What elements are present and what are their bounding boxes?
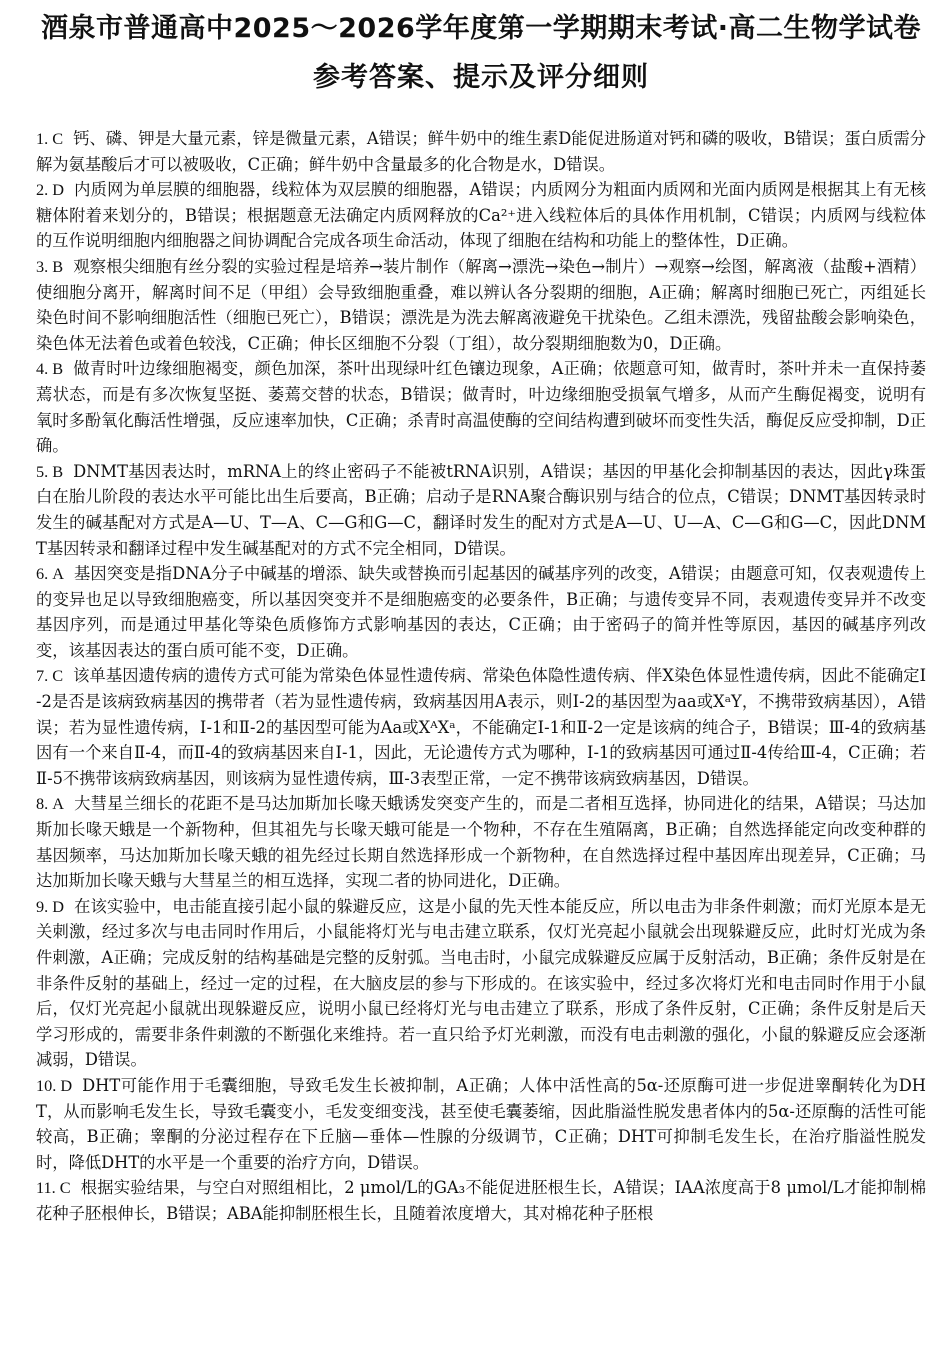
answer-item-2 [36, 177, 926, 254]
answer-key: D [52, 180, 64, 200]
answer-key: C [52, 129, 64, 148]
answer-item-9 [36, 894, 926, 1073]
answer-explanation: 做青时叶边缘细胞褐变，颜色加深，茶叶出现绿叶红色镶边现象，A正确；依题意可知，做青时，茶叶并未一直保持萎蔫状态，而是有多次恢复坚挺、萎蔫交替的状态，B错误；做青时，叶边缘细胞受损氧气增多，从而产生酶促褐变，说明有氧时多酚氧化酶活性增强，反应速率加快，C正确；杀青时高温使酶的空间结构遭到破坏而变性失活，酶促反应受抑制，D正确。 [36, 359, 926, 456]
answer-item-10 [36, 1073, 926, 1175]
answer-number: 8. [36, 794, 49, 814]
answer-item-3 [36, 254, 926, 356]
answer-item-8 [36, 791, 926, 893]
answer-number: 9. [36, 896, 49, 916]
answer-item-11 [36, 1175, 926, 1226]
answer-explanation: 根据实验结果，与空白对照组相比，2 μmol/L的GA₃不能促进胚根生长，A错误；IAA浓度高于8 μmol/L才能抑制棉花种子胚根伸长，B错误；ABA能抑制胚根生长，且随着浓度增大，其对棉花种子胚根 [36, 1178, 926, 1223]
document-subtitle: 参考答案、提示及评分细则 [313, 62, 649, 93]
answer-explanation: 该单基因遗传病的遗传方式可能为常染色体显性遗传病、常染色体隐性遗传病、伴X染色体显性遗传病，因此不能确定Ⅰ-2是否是该病致病基因的携带者（若为显性遗传病，致病基因用A表示，则Ⅰ-2的基因型为aa或XᵃY，不携带致病基因），A错误；若为显性遗传病，Ⅰ-1和Ⅱ-2的基因型可能为Aa或XᴬXᵃ，不能确定Ⅰ-1和Ⅱ-2一定是该病的纯合子，B错误；Ⅲ-4的致病基因有一个来自Ⅱ-4，而Ⅱ-4的致病基因来自Ⅰ-1，因此，无论遗传方式为哪种，Ⅰ-1的致病基因可通过Ⅱ-4传给Ⅲ-4，C正确；若Ⅱ-5不携带该病致病基因，则该病为显性遗传病，Ⅲ-3表型正常，一定不携带该病致病基因，D错误。 [36, 666, 926, 788]
answer-number: 11. [36, 1178, 56, 1198]
answer-number: 4. [36, 359, 49, 379]
answer-number: 1. [36, 129, 49, 148]
answer-item-5 [36, 459, 926, 561]
answer-explanation: DNMT基因表达时，mRNA上的终止密码子不能被tRNA识别，A错误；基因的甲基化会抑制基因的表达，因此γ珠蛋白在胎儿阶段的表达水平可能比出生后要高，B正确；启动子是RNA聚合酶识别与结合的位点，C错误；DNMT基因转录时发生的碱基配对方式是A—U、T—A、C—G和G—C，翻译时发生的配对方式是A—U、U—A、C—G和G—C，因此DNMT基因转录和翻译过程中发生碱基配对的方式不完全相同，D错误。 [36, 461, 926, 558]
answer-number: 2. [36, 180, 49, 200]
document-title: 酒泉市普通高中2025～2026学年度第一学期期末考试·高二生物学试卷 [40, 13, 922, 44]
answer-number: 7. [36, 666, 49, 686]
answer-key: A [52, 794, 64, 814]
answer-key: C [59, 1178, 71, 1198]
answer-key: A [52, 564, 64, 584]
answer-key: B [52, 256, 64, 276]
answer-number: 6. [36, 564, 49, 584]
answer-item-4 [36, 356, 926, 458]
answer-item-6 [36, 561, 926, 663]
answer-number: 3. [36, 256, 49, 276]
answer-explanation: 内质网为单层膜的细胞器，线粒体为双层膜的细胞器，A错误；内质网分为粗面内质网和光面内质网是根据其上有无核糖体附着来划分的，B错误；根据题意无法确定内质网释放的Ca²⁺进入线粒体后的具体作用机制，C错误；内质网与线粒体的互作说明细胞内细胞器之间协调配合完成各项生命活动，体现了细胞在结构和功能上的整体性，D正确。 [36, 180, 926, 251]
answer-number: 10. [36, 1075, 57, 1095]
answer-item-7 [36, 663, 926, 791]
answer-key: D [52, 896, 64, 916]
answer-key: B [52, 359, 64, 379]
answer-key: B [52, 461, 64, 481]
answer-explanation: 在该实验中，电击能直接引起小鼠的躲避反应，这是小鼠的先天性本能反应，所以电击为非条件刺激；而灯光原本是无关刺激，经过多次与电击同时作用后，小鼠能将灯光与电击建立联系，仅灯光亮起小鼠就会出现躲避反应，此时灯光成为条件刺激，A正确；完成反射的结构基础是完整的反射弧。当电击时，小鼠完成躲避反应属于反射活动，B正确；条件反射是在非条件反射的基础上，经过一定的过程，在大脑皮层的参与下形成的。在该实验中，经过多次将灯光和电击同时作用于小鼠后，仅灯光亮起小鼠就出现躲避反应，说明小鼠已经将灯光与电击建立了联系，形成了条件反射，C正确；条件反射是后天学习形成的，需要非条件刺激的不断强化来维持。若一直只给予灯光刺激，而没有电击刺激的强化，小鼠的躲避反应会逐渐减弱，D错误。 [36, 896, 926, 1070]
answer-explanation: 基因突变是指DNA分子中碱基的增添、缺失或替换而引起基因的碱基序列的改变，A错误；由题意可知，仅表观遗传上的变异也足以导致细胞癌变，所以基因突变并不是细胞癌变的必要条件，B正确；与遗传变异不同，表观遗传变异并不改变基因序列，而是通过甲基化等染色质修饰方式影响基因的表达，C正确；由于密码子的简并性等原因，基因的碱基序列改变，该基因表达的蛋白质可能不变，D正确。 [36, 564, 926, 660]
answer-number: 5. [36, 461, 49, 481]
answer-list [36, 126, 926, 1227]
answer-item-1 [36, 126, 926, 177]
answer-key: C [52, 666, 64, 686]
answer-explanation: 钙、磷、钾是大量元素，锌是微量元素，A错误；鲜牛奶中的维生素D能促进肠道对钙和磷的吸收，B错误；蛋白质需分解为氨基酸后才可以被吸收，C正确；鲜牛奶中含量最多的化合物是水，D错误。 [36, 129, 926, 174]
answer-explanation: DHT可能作用于毛囊细胞，导致毛发生长被抑制，A正确；人体中活性高的5α-还原酶可进一步促进睾酮转化为DHT，从而影响毛发生长，导致毛囊变小，毛发变细变浅，甚至使毛囊萎缩，因此脂溢性脱发患者体内的5α-还原酶的活性可能较高，B正确；睾酮的分泌过程存在下丘脑—垂体—性腺的分级调节，C正确；DHT可抑制毛发生长，在治疗脂溢性脱发时，降低DHT的水平是一个重要的治疗方向，D错误。 [36, 1075, 926, 1172]
answer-explanation: 观察根尖细胞有丝分裂的实验过程是培养→装片制作（解离→漂洗→染色→制片）→观察→绘图，解离液（盐酸+酒精）使细胞分离开，解离时间不足（甲组）会导致细胞重叠，难以辨认各分裂期的细胞，A正确；解离时细胞已死亡，丙组延长染色时间不影响细胞活性（细胞已死亡），B错误；漂洗是为洗去解离液避免干扰染色。乙组未漂洗，残留盐酸会影响染色，染色体无法着色或着色较浅，C正确；伸长区细胞不分裂（丁组），故分裂期细胞数为0，D正确。 [36, 256, 926, 353]
answer-key: D [60, 1075, 73, 1095]
answer-explanation: 大彗星兰细长的花距不是马达加斯加长喙天蛾诱发突变产生的，而是二者相互选择，协同进化的结果，A错误；马达加斯加长喙天蛾是一个新物种，但其祖先与长喙天蛾可能是一个物种，不存在生殖隔离，B正确；自然选择能定向改变种群的基因频率，马达加斯加长喙天蛾的祖先经过长期自然选择形成一个新物种，在自然选择过程中基因库出现差异，C正确；马达加斯加长喙天蛾与大彗星兰的相互选择，实现二者的协同进化，D正确。 [36, 794, 926, 891]
